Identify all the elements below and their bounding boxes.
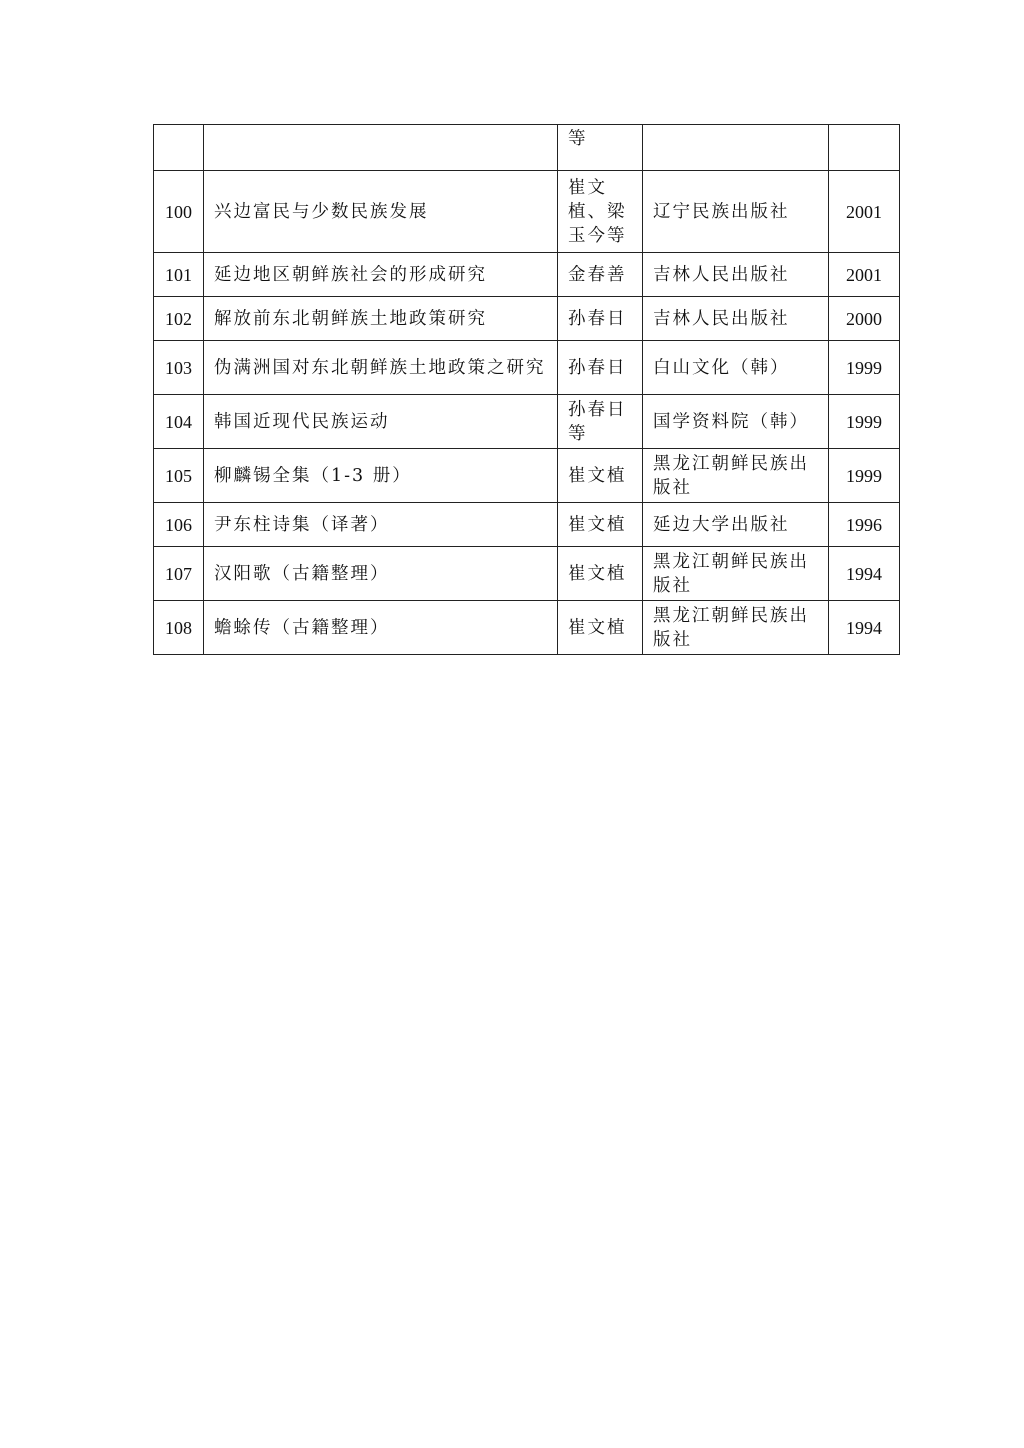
work-author: 崔文植、梁玉今等 xyxy=(558,171,643,253)
work-author: 孙春日等 xyxy=(558,395,643,449)
table-row xyxy=(154,503,900,547)
row-number: 107 xyxy=(154,547,204,601)
work-author: 金春善 xyxy=(558,253,643,297)
work-year: 1996 xyxy=(829,503,900,547)
work-year: 1994 xyxy=(829,547,900,601)
work-year: 1999 xyxy=(829,341,900,395)
work-year: 2001 xyxy=(829,253,900,297)
table-row xyxy=(154,125,900,171)
work-title: 尹东柱诗集（译著） xyxy=(204,503,558,547)
work-title xyxy=(204,125,558,171)
work-year: 1999 xyxy=(829,449,900,503)
work-year: 2000 xyxy=(829,297,900,341)
work-title: 延边地区朝鲜族社会的形成研究 xyxy=(204,253,558,297)
work-publisher: 黑龙江朝鲜民族出版社 xyxy=(643,547,829,601)
publications-table xyxy=(153,124,900,655)
work-author: 崔文植 xyxy=(558,503,643,547)
work-title: 兴边富民与少数民族发展 xyxy=(204,171,558,253)
table-row xyxy=(154,171,900,253)
row-number: 106 xyxy=(154,503,204,547)
table-row xyxy=(154,297,900,341)
work-author: 崔文植 xyxy=(558,547,643,601)
table-row xyxy=(154,449,900,503)
work-publisher: 辽宁民族出版社 xyxy=(643,171,829,253)
table-row xyxy=(154,395,900,449)
row-number: 104 xyxy=(154,395,204,449)
work-title: 解放前东北朝鲜族土地政策研究 xyxy=(204,297,558,341)
work-title: 汉阳歌（古籍整理） xyxy=(204,547,558,601)
row-number xyxy=(154,125,204,171)
work-year: 2001 xyxy=(829,171,900,253)
work-year xyxy=(829,125,900,171)
work-publisher: 黑龙江朝鲜民族出版社 xyxy=(643,449,829,503)
work-title: 伪满洲国对东北朝鲜族土地政策之研究 xyxy=(204,341,558,395)
work-publisher: 吉林人民出版社 xyxy=(643,253,829,297)
work-title: 韩国近现代民族运动 xyxy=(204,395,558,449)
work-author: 等 xyxy=(558,125,643,171)
work-year: 1994 xyxy=(829,601,900,655)
work-publisher: 吉林人民出版社 xyxy=(643,297,829,341)
work-publisher: 延边大学出版社 xyxy=(643,503,829,547)
row-number: 102 xyxy=(154,297,204,341)
work-publisher: 黑龙江朝鲜民族出版社 xyxy=(643,601,829,655)
work-publisher: 白山文化（韩） xyxy=(643,341,829,395)
work-author: 孙春日 xyxy=(558,297,643,341)
row-number: 108 xyxy=(154,601,204,655)
work-title: 蟾蜍传（古籍整理） xyxy=(204,601,558,655)
work-publisher: 国学资料院（韩） xyxy=(643,395,829,449)
row-number: 101 xyxy=(154,253,204,297)
row-number: 105 xyxy=(154,449,204,503)
table-row xyxy=(154,601,900,655)
work-title: 柳麟锡全集（1-3 册） xyxy=(204,449,558,503)
work-author: 孙春日 xyxy=(558,341,643,395)
work-author: 崔文植 xyxy=(558,449,643,503)
row-number: 103 xyxy=(154,341,204,395)
table-row xyxy=(154,253,900,297)
work-author: 崔文植 xyxy=(558,601,643,655)
row-number: 100 xyxy=(154,171,204,253)
work-publisher xyxy=(643,125,829,171)
work-year: 1999 xyxy=(829,395,900,449)
table-row xyxy=(154,547,900,601)
table-row xyxy=(154,341,900,395)
